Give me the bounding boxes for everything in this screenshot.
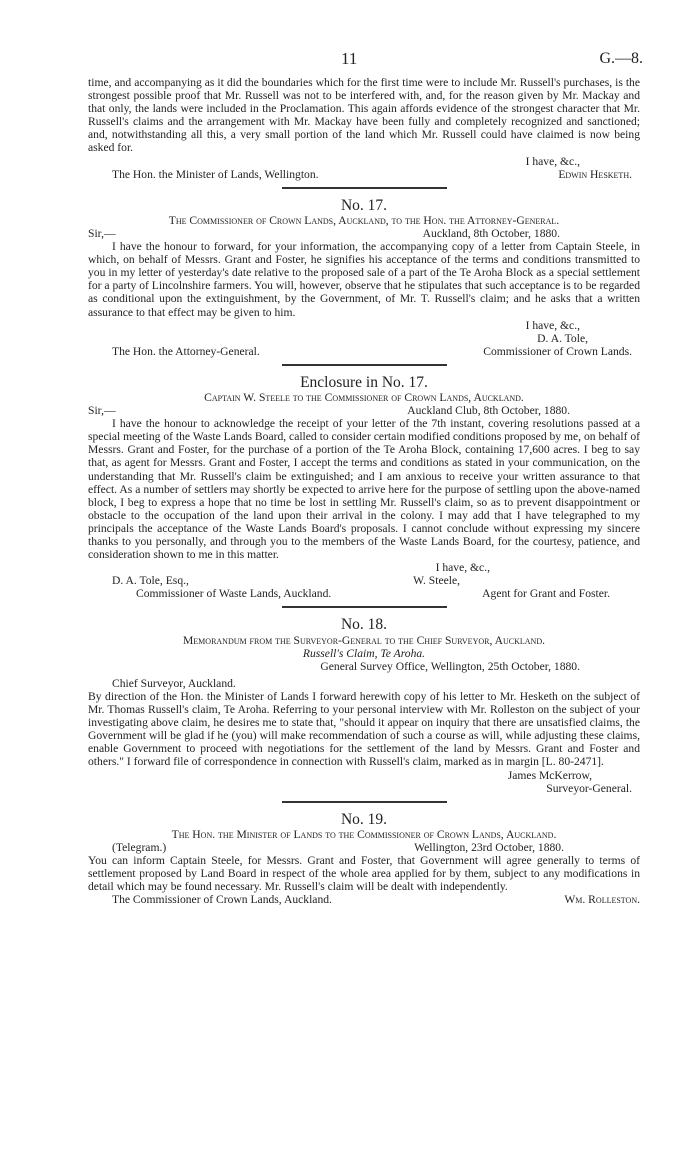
- no17-paragraph: I have the honour to forward, for your information, the accompanying copy of a letter from Captain Steele, in which, on behalf of Messrs. Grant and Foster, he signifies his acceptance of the terms and conditions transmitted to you in my letter of yesterday's date relative to the proposed sale of a part of the Te Aroha Block as a special settlement for a party of Lincolnshire farmers. You will, however, observe that he stipulates that such acceptance is to be regarded as conditional upon the extinguishment, by the Government, of Mr. T. Russell's claim; and he asks that a written assurance to that effect may be given to him.: [88, 240, 640, 319]
- no19-heading: No. 19.: [340, 810, 388, 828]
- section-divider: [282, 801, 447, 803]
- no17-signature: D. A. Tole,: [537, 331, 588, 345]
- section-divider: [282, 606, 447, 608]
- enc17-signoff-1: [88, 574, 640, 587]
- no19-title: The Hon. the Minister of Lands to the Commissioner of Crown Lands, Auckland.: [171, 827, 557, 841]
- no18-paragraph: By direction of the Hon. the Minister of Lands I forward herewith copy of his letter to Mr. Hesketh on the subject of Mr. Thomas Russell's claim, Te Aroha. Referring to your personal interview with Mr. Rolleston on the subject of your investigating above claim, he desires me to state that, "should it appear on inquiry that there are unsatisfied claims, the Government will be glad if he (you) will make recommendation of such a course as will, while adjusting these claims, enable Government to proceed with negotiations for the settlement of the land by Messrs. Grant and Foster and others." I forward file of correspondence in connection with Russell's claim, marked as in margin [L. 80-2471].: [88, 689, 640, 769]
- no18-heading: No. 18.: [340, 616, 388, 634]
- no19-addressee: The Commissioner of Crown Lands, Auckland.: [112, 893, 332, 907]
- continuation-addressee: The Hon. the Minister of Lands, Wellington.: [112, 167, 319, 181]
- enc17-heading: Enclosure in No. 17.: [300, 373, 428, 391]
- document-reference: G.—8.: [599, 50, 643, 67]
- no17-addressee: The Hon. the Attorney-General.: [112, 344, 260, 358]
- continuation-closing: I have, &c.,: [525, 154, 580, 168]
- no19-signature: Wm. Rolleston.: [564, 893, 640, 907]
- no18-signature: James McKerrow,: [507, 768, 592, 782]
- no17-title: The Commissioner of Crown Lands, Auckland, to the Hon. the Attorney-General.: [168, 213, 560, 227]
- page-header: [88, 49, 643, 76]
- enc17-addressee-2: Commissioner of Waste Lands, Auckland.: [136, 587, 332, 601]
- enc17-signoff-2: [88, 587, 640, 600]
- no19-paragraph: You can inform Captain Steele, for Messrs. Grant and Foster, that Government will agree generally to terms of settlement proposed by Land Board in respect of the whole area applied for by them, subject to any modifications in detail which may be found necessary. Mr. Russell's claim will be dealt with independently.: [88, 853, 640, 894]
- page-number: 11: [341, 49, 358, 68]
- no18-title: Memorandum from the Surveyor-General to the Chief Surveyor, Auckland.: [182, 633, 545, 647]
- no17-place-date: Auckland, 8th October, 1880.: [422, 226, 560, 240]
- enc17-salutation-row: [88, 404, 640, 417]
- no18-signature-title: Surveyor-General.: [546, 781, 632, 795]
- enc17-place-date: Auckland Club, 8th October, 1880.: [407, 404, 570, 418]
- continuation-signoff: [88, 168, 640, 181]
- no17-closing: I have, &c.,: [525, 318, 580, 332]
- enc17-addressee-1: D. A. Tole, Esq.,: [112, 574, 189, 588]
- enc17-paragraph: I have the honour to acknowledge the receipt of your letter of the 7th instant, covering resolutions passed at a special meeting of the Waste Lands Board, called to consider certain modified conditions proposed by me, on behalf of Messrs. Grant and Foster, for the purchase of a portion of the Te Aroha Block, containing 17,600 acres. I beg to say that, as agent for Messrs. Grant and Foster, I accept the terms and conditions as stated in your communication, on the understanding that Mr. Russell's claim be extinguished; and I am anxious to receive your written assurance to that effect. As a number of settlers may shortly be expected to arrive here for the purpose of settling upon the above-named block, I beg to express a hope that no time be lost in settling Mr. Russell's claim, so as to prevent disappointment or obstacle to the occupation of the land upon their arrival in the colony. I may add that I have telegraphed to my principals the acceptance of the Waste Lands Board's proposals. I cannot conclude without expressing my sincere thanks to you personally, and through you to the members of the Waste Lands Board, for the courtesy, patience, and consideration shown to me in this matter.: [88, 417, 640, 562]
- no19-label-row: [88, 841, 640, 854]
- section-divider: [282, 187, 447, 189]
- enc17-closing: I have, &c.,: [435, 561, 490, 575]
- no17-signature-title: Commissioner of Crown Lands.: [483, 344, 632, 358]
- enc17-signature-title: Agent for Grant and Foster.: [482, 587, 610, 601]
- continuation-paragraph: time, and accompanying as it did the boundaries which for the first time were to include Mr. Russell's purchases, is the strongest possible proof that Mr. Russell was not to be interfered with, and, for the reason given by Mr. Mackay and that only, the lands were included in the Proclamation. This again affords evidence of the strongest character that Mr. Russell's claims and the arrangement with Mr. Mackay have been fully and completely recognized and sanctioned; and, notwithstanding all this, a very small portion of the land which Mr. Russell could have claimed is now being asked for.: [88, 76, 640, 155]
- no19-place-date: Wellington, 23rd October, 1880.: [414, 840, 564, 854]
- no17-heading: No. 17.: [340, 196, 388, 214]
- no17-salutation: Sir,—: [88, 226, 116, 240]
- no18-subtitle: Russell's Claim, Te Aroha.: [302, 646, 426, 660]
- continuation-signature: Edwin Hesketh.: [558, 167, 632, 181]
- no17-signoff: [88, 345, 640, 358]
- no19-label: (Telegram.): [112, 840, 167, 854]
- section-divider: [282, 364, 447, 366]
- no17-salutation-row: [88, 227, 640, 240]
- enc17-salutation: Sir,—: [88, 404, 116, 418]
- document-page: [88, 49, 643, 907]
- enc17-signature: W. Steele,: [413, 574, 460, 588]
- enc17-title: Captain W. Steele to the Commissioner of Crown Lands, Auckland.: [204, 390, 524, 404]
- no18-place-date: General Survey Office, Wellington, 25th October, 1880.: [320, 659, 580, 673]
- no19-signoff: [88, 893, 640, 906]
- no18-addressee: Chief Surveyor, Auckland.: [112, 676, 236, 690]
